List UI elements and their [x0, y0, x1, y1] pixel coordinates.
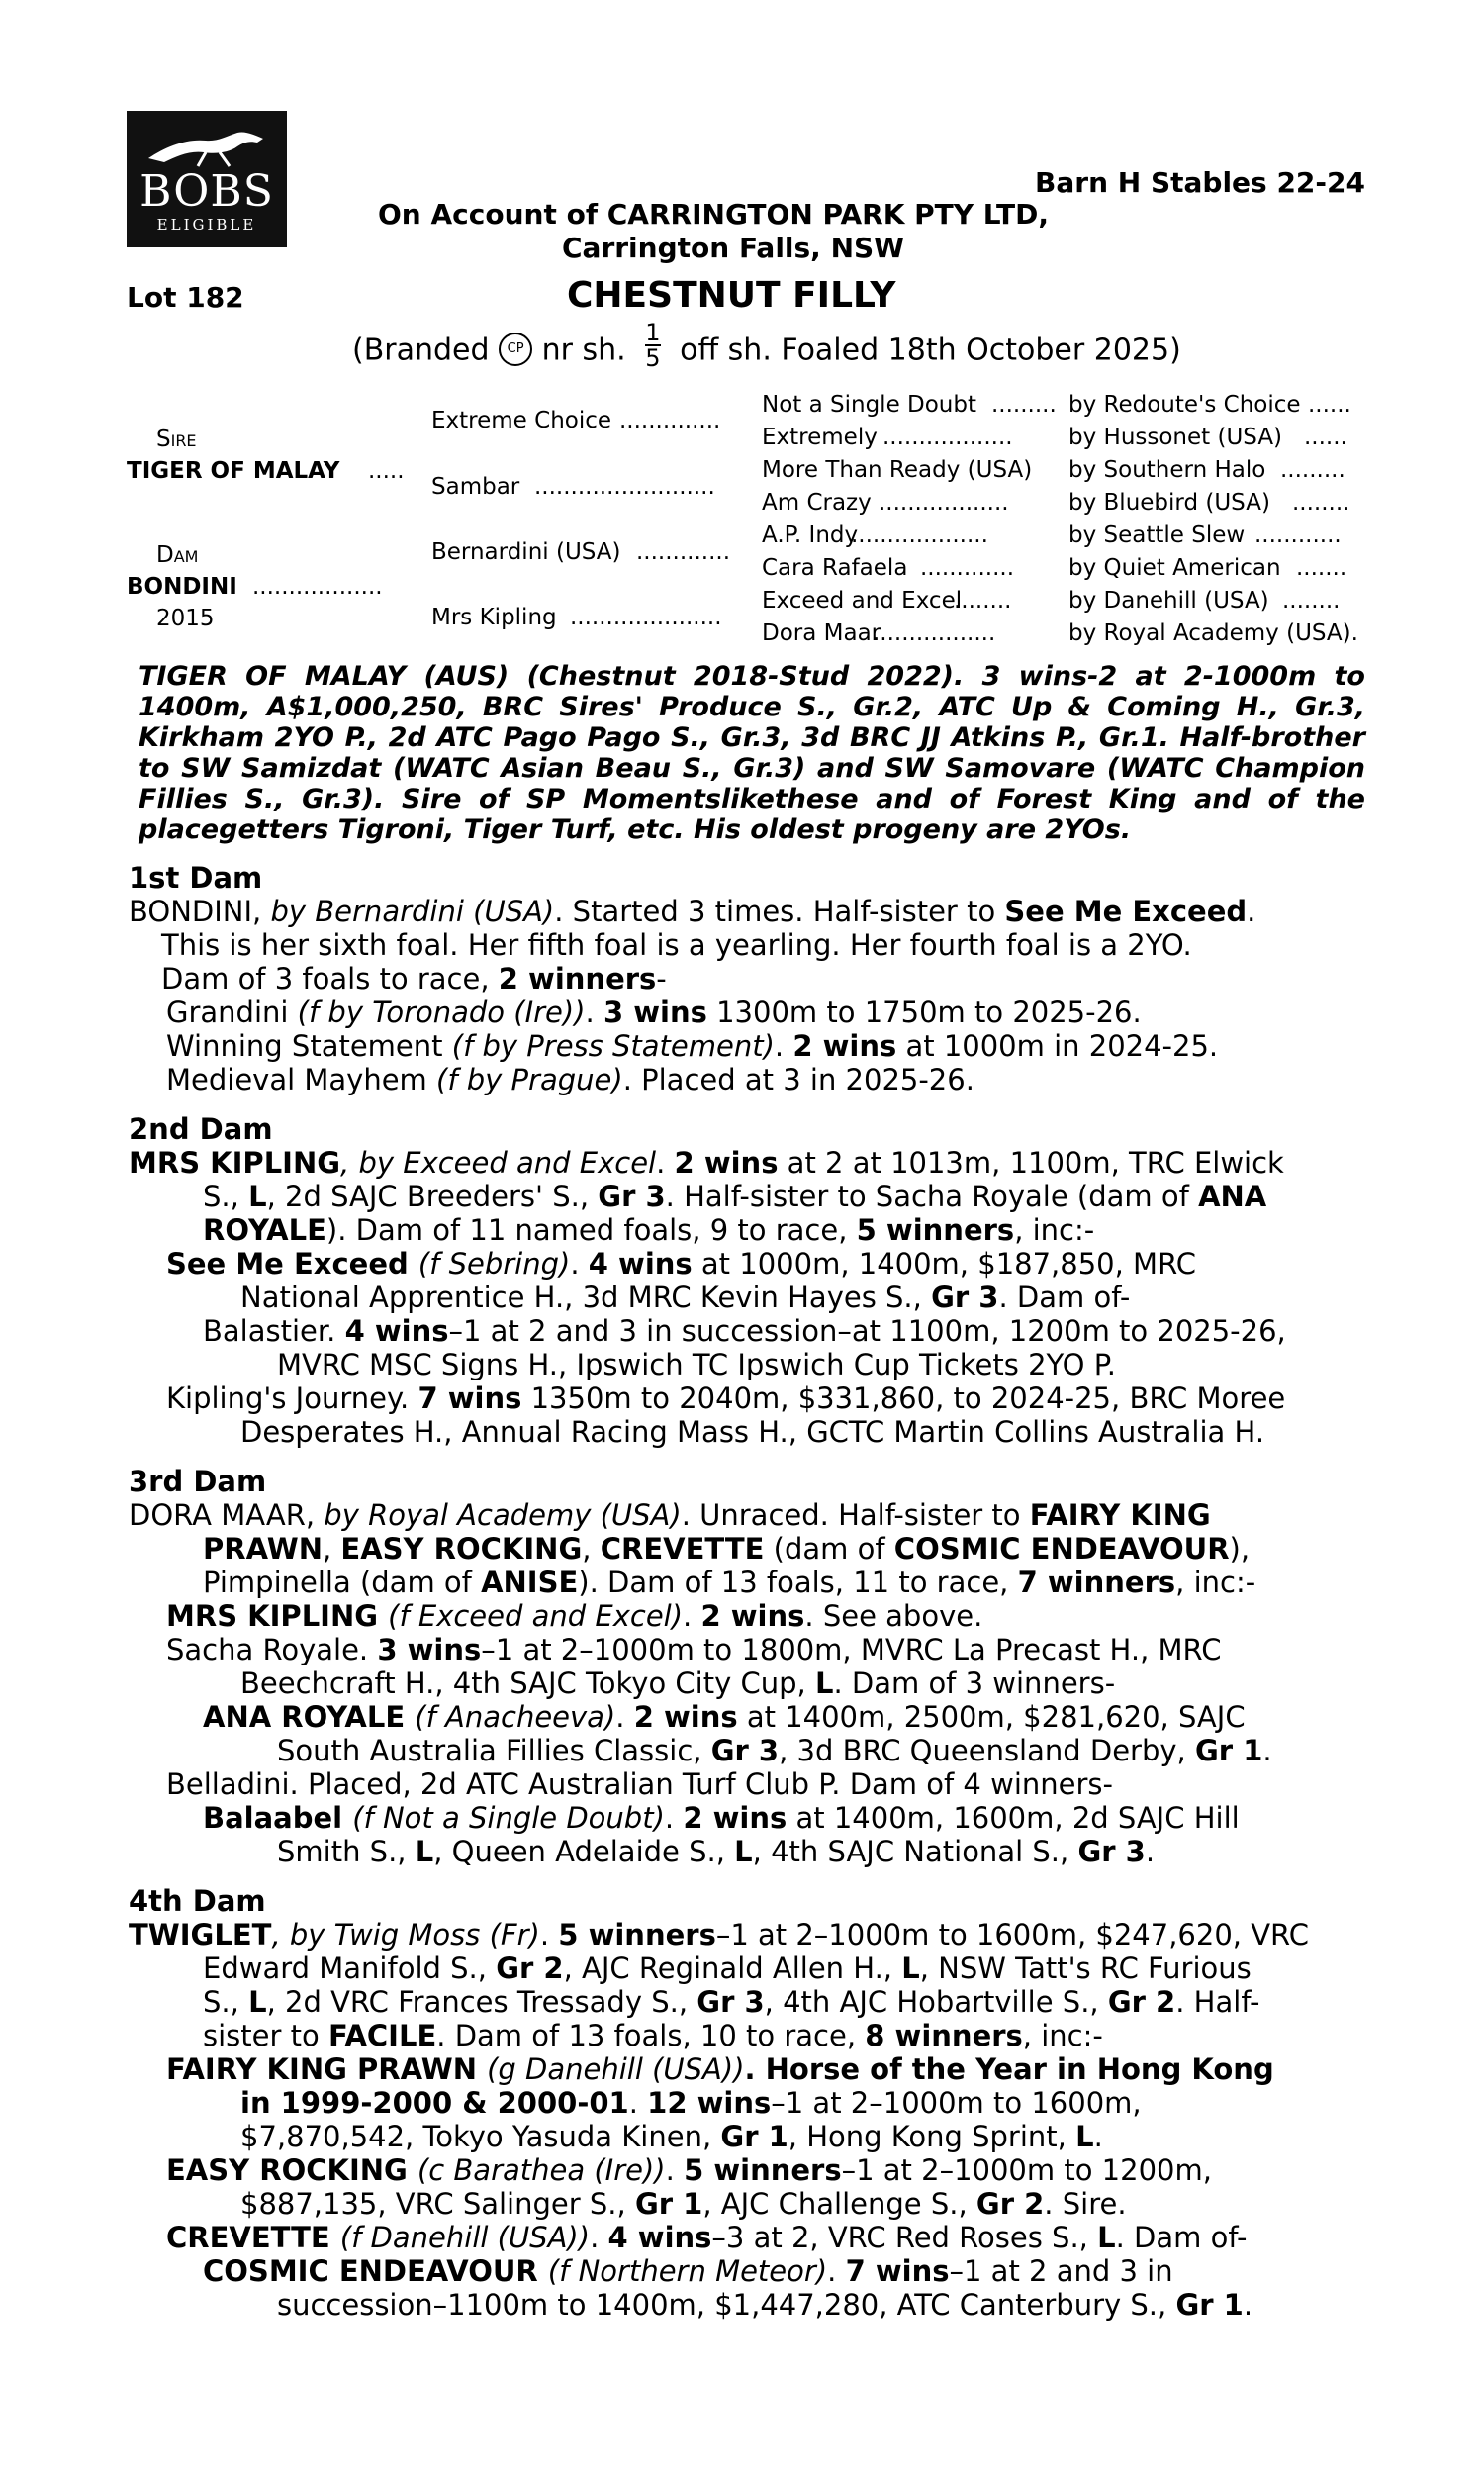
sire-description: TIGER OF MALAY (AUS) (Chestnut 2018-Stud 2022). 3 wins-2 at 2-1000m to 1400m, A$1,000,250, BRC Sires' Produce S., Gr.2, ATC Up & Coming H., Gr.3, Kirkham 2YO P., 2d ATC Pago Pago S., Gr.3, 3d BRC JJ Atkins P., Gr.1. Half-brother to SW Samizdat (WATC Asian Beau S., Gr.3) and SW Samovare (WATC Champion Fillies S., Gr.3). Sire of SP Momentslikethese and of Forest King and of the placegetters Tigroni, Tiger Turf, etc. His oldest progeny are 2YOs.: [139, 661, 1365, 845]
lot-title: CHESTNUT FILLY: [567, 275, 896, 316]
text: (dam of: [764, 1532, 894, 1566]
second-dam-heading: 2nd Dam: [129, 1112, 273, 1146]
text: Smith S.,: [277, 1835, 416, 1868]
text: , 2d VRC Frances Tressady S.,: [266, 1985, 697, 2019]
pedigree-gen2-3: Bernardini (USA): [431, 539, 621, 565]
dam-dots: ..................: [252, 574, 383, 600]
progeny-cosmic-endeavour: [203, 2254, 1173, 2288]
text: Gr 1: [1175, 2288, 1244, 2322]
third-dam-heading: 3rd Dam: [129, 1465, 267, 1498]
text: (f by Prague): [436, 1063, 623, 1096]
text: .: [570, 1247, 589, 1281]
text: 2 winners: [498, 962, 657, 996]
logo-subtext: ELIGIBLE: [156, 216, 257, 234]
text: –1 at 2–1000m to 1200m,: [841, 2153, 1212, 2187]
text: .: [665, 2153, 685, 2187]
branded-label: (Branded: [352, 333, 490, 368]
third-dam-line-2: [203, 1532, 1250, 1566]
second-dam-line-2: [203, 1180, 1266, 1213]
dam-name: BONDINI: [127, 574, 237, 600]
text: ROYALE: [203, 1213, 326, 1247]
text: FAIRY KING: [1029, 1498, 1211, 1532]
pedigree-gen3-7: Exceed and Excel: [762, 588, 963, 614]
text: –1 at 2 and 3 in succession–at 1100m, 1200m to 2025-26,: [448, 1314, 1286, 1348]
text: by Royal Academy (USA): [324, 1498, 682, 1532]
text: . Horse of the Year in Hong Kong: [744, 2052, 1274, 2086]
text: .: [1243, 2288, 1253, 2322]
pedigree-gen3-6: Cara Rafaela: [762, 555, 908, 581]
text: . Dam of-: [998, 1281, 1131, 1314]
dam-year: 2015: [156, 606, 215, 631]
text: Gr 2: [496, 1951, 564, 1985]
text: .: [1262, 1734, 1272, 1767]
see-me-exceed-line-2: [240, 1281, 1130, 1314]
text: L: [734, 1835, 753, 1868]
near-shoulder: nr sh.: [541, 333, 626, 368]
text: Gr 2: [975, 2187, 1045, 2221]
text: , 4th AJC Hobartville S.,: [764, 1985, 1108, 2019]
text: at 1000m, 1400m, $187,850, MRC: [692, 1247, 1197, 1281]
text: .: [1093, 2120, 1103, 2153]
text: Gr 3: [598, 1180, 666, 1213]
text: $887,135, VRC Salinger S.,: [240, 2187, 635, 2221]
fourth-dam-heading: 4th Dam: [129, 1884, 266, 1918]
third-dam-line-1: [129, 1498, 1211, 1532]
text: (f by Press Statement): [451, 1029, 775, 1063]
text: .: [656, 1146, 675, 1180]
dots: .........: [1280, 457, 1345, 483]
pedigree-gen4-5: by Seattle Slew: [1068, 523, 1246, 548]
progeny-easy-rocking: [166, 2153, 1212, 2187]
pedigree-gen4-4: by Bluebird (USA): [1068, 490, 1270, 516]
dots: ..................: [879, 490, 1009, 516]
dots: .............: [920, 555, 1015, 581]
dots: ..................: [882, 425, 1013, 450]
text: . Half-sister to Sacha Royale (dam of: [665, 1180, 1199, 1213]
text: Gr 2: [1107, 1985, 1176, 2019]
text: FACILE: [327, 2019, 437, 2052]
text: S.,: [203, 1985, 249, 2019]
text: National Apprentice H., 3d MRC Kevin Hayes S.,: [240, 1281, 932, 1314]
text: Gr 3: [931, 1281, 999, 1314]
text: See Me Exceed: [1004, 895, 1248, 928]
text: ANA: [1198, 1180, 1267, 1213]
text: (g Danehill (USA)): [487, 2052, 745, 2086]
text: South Australia Fillies Classic,: [277, 1734, 711, 1767]
text: . Half-: [1175, 1985, 1260, 2019]
text: (f Northern Meteor): [547, 2254, 828, 2288]
text: –1 at 2–1000m to 1800m, MVRC La Precast H., MRC: [481, 1633, 1222, 1666]
account-line: On Account of CARRINGTON PARK PTY LTD,: [378, 198, 1049, 231]
fraction-denominator: 5: [645, 344, 661, 372]
text: Gr 1: [634, 2187, 703, 2221]
text: FAIRY KING PRAWN: [166, 2052, 488, 2086]
text: 8 winners: [865, 2019, 1023, 2052]
dots: .........: [991, 392, 1057, 418]
text: at 2 at 1013m, 1100m, TRC Elwick: [778, 1146, 1284, 1180]
text: ). Dam of 13 foals, 11 to race,: [578, 1566, 1018, 1599]
pedigree-gen2-1: Extreme Choice: [431, 408, 612, 433]
pedigree-gen3-3: More Than Ready (USA): [762, 457, 1033, 483]
text: BONDINI,: [129, 895, 262, 928]
text: (f by Toronado (Ire)): [297, 996, 586, 1029]
text: (f Danehill (USA)): [339, 2221, 591, 2254]
text: .: [774, 1029, 793, 1063]
pedigree-gen3-2: Extremely: [762, 425, 878, 450]
text: L: [814, 1666, 834, 1700]
progeny-winning-statement: [166, 1029, 1218, 1063]
progeny-ana-royale: [203, 1700, 1246, 1734]
text: . Sire.: [1044, 2187, 1127, 2221]
text: at 1400m, 2500m, $281,620, SAJC: [737, 1700, 1246, 1734]
text: at 1000m in 2024-25.: [896, 1029, 1219, 1063]
progeny-medieval-mayhem: [166, 1063, 974, 1096]
text: Kipling's Journey.: [166, 1381, 418, 1415]
first-dam-heading: 1st Dam: [129, 861, 263, 895]
text: EASY ROCKING: [340, 1532, 583, 1566]
text: (c Barathea (Ire)): [417, 2153, 666, 2187]
dots: .............: [636, 539, 731, 565]
cosmic-endeavour-line-2: [277, 2288, 1252, 2322]
text: ,: [582, 1532, 601, 1566]
kiplings-journey-line-2: Desperates H., Annual Racing Mass H., GCTC Martin Collins Australia H.: [240, 1415, 1265, 1449]
text: TWIGLET: [129, 1918, 272, 1951]
text: 1350m to 2040m, $331,860, to 2024-25, BRC Moree: [521, 1381, 1286, 1415]
text: 2 wins: [674, 1146, 779, 1180]
progeny-balastier: [203, 1314, 1286, 1348]
logo-text: BOBS: [139, 166, 274, 217]
text: , by Exceed and Excel: [340, 1146, 657, 1180]
text: MRS KIPLING: [166, 1599, 389, 1633]
pedigree-gen4-8: by Royal Academy (USA).: [1068, 620, 1358, 646]
pedigree-gen3-1: Not a Single Doubt: [762, 392, 977, 418]
pedigree-gen4-6: by Quiet American: [1068, 555, 1281, 581]
pedigree-gen2-4: Mrs Kipling: [431, 605, 557, 630]
dots: ...................: [851, 523, 988, 548]
text: 7 wins: [417, 1381, 522, 1415]
text: (f Not a Single Doubt): [352, 1801, 665, 1835]
text: ). Dam of 11 named foals, 9 to race,: [325, 1213, 857, 1247]
dots: ........: [1282, 588, 1341, 614]
text: MRS KIPLING: [129, 1146, 341, 1180]
text: . Dam of 13 foals, 10 to race,: [436, 2019, 866, 2052]
text: -: [656, 962, 667, 996]
brand-mark-icon: CP: [499, 333, 532, 366]
pedigree-gen3-4: Am Crazy: [762, 490, 872, 516]
dots: .....................: [570, 605, 722, 630]
progeny-mrs-kipling: [166, 1599, 982, 1633]
text: Gr 3: [696, 1985, 765, 2019]
text: , 4th SAJC National S.,: [752, 1835, 1078, 1868]
text: Gr 3: [1077, 1835, 1146, 1868]
progeny-crevette: [166, 2221, 1247, 2254]
text: CREVETTE: [166, 2221, 340, 2254]
progeny-grandini: [166, 996, 1142, 1029]
text: , inc:-: [1014, 1213, 1095, 1247]
text: Dam of 3 foals to race,: [161, 962, 499, 996]
text: L: [1097, 2221, 1116, 2254]
text: , Hong Kong Sprint,: [788, 2120, 1076, 2153]
text: . Dam of-: [1115, 2221, 1248, 2254]
text: .: [683, 1599, 701, 1633]
text: sister to: [203, 2019, 328, 2052]
text: PRAWN: [203, 1532, 323, 1566]
brand-fraction: [645, 321, 660, 370]
dots: ..............: [619, 408, 721, 433]
text: . See above.: [804, 1599, 983, 1633]
text: ANISE: [481, 1566, 579, 1599]
fourth-dam-line-2: [203, 1951, 1252, 1985]
sire-dots: .....: [368, 458, 405, 484]
bobs-eligible-logo: [127, 111, 287, 247]
dots: ......: [1308, 392, 1351, 418]
pedigree-gen4-3: by Southern Halo: [1068, 457, 1266, 483]
text: , AJC Reginald Allen H.,: [563, 1951, 902, 1985]
text: . Dam of 3 winners-: [833, 1666, 1116, 1700]
location-line: Carrington Falls, NSW: [562, 232, 905, 264]
balaabel-line-2: [277, 1835, 1155, 1868]
text: .: [1145, 1835, 1156, 1868]
text: 5 winners: [558, 1918, 716, 1951]
progeny-see-me-exceed: [166, 1247, 1196, 1281]
text: .: [585, 996, 603, 1029]
progeny-fairy-king-prawn: [166, 2052, 1274, 2086]
text: ),: [1229, 1532, 1251, 1566]
text: 4 wins: [344, 1314, 449, 1348]
lot-number: Lot 182: [127, 281, 244, 314]
text: Pimpinella (dam of: [203, 1566, 482, 1599]
text: Balastier.: [203, 1314, 345, 1348]
foaled-date: off sh. Foaled 18th October 2025): [680, 333, 1181, 368]
text: 2 wins: [633, 1700, 738, 1734]
second-dam-line-1: [129, 1146, 1284, 1180]
text: 2 wins: [700, 1599, 805, 1633]
text: Gr 1: [1195, 1734, 1263, 1767]
fourth-dam-line-1: [129, 1918, 1309, 1951]
barn-info: Barn H Stables 22-24: [1035, 166, 1365, 199]
easy-rocking-line-2: [240, 2187, 1127, 2221]
text: 2 wins: [683, 1801, 788, 1835]
text: , 2d SAJC Breeders' S.,: [266, 1180, 599, 1213]
text: .: [827, 2254, 846, 2288]
progeny-kiplings-journey: [166, 1381, 1285, 1415]
progeny-belladini: Belladini. Placed, 2d ATC Australian Turf Club P. Dam of 4 winners-: [166, 1767, 1113, 1801]
text: in 1999-2000 & 2000-01: [240, 2086, 629, 2120]
sire-name: TIGER OF MALAY: [127, 458, 340, 484]
dots: .......: [1296, 555, 1347, 581]
text: Edward Manifold S.,: [203, 1951, 497, 1985]
text: .: [1247, 895, 1256, 928]
text: $7,870,542, Tokyo Yasuda Kinen,: [240, 2120, 721, 2153]
dots: ............: [1254, 523, 1342, 548]
progeny-sacha-royale: [166, 1633, 1221, 1666]
pedigree-gen4-2: by Hussonet (USA): [1068, 425, 1283, 450]
text: Winning Statement: [166, 1029, 452, 1063]
text: Balaabel: [203, 1801, 353, 1835]
text: L: [1075, 2120, 1094, 2153]
text: 12 wins: [647, 2086, 772, 2120]
progeny-balaabel: [203, 1801, 1240, 1835]
text: succession–1100m to 1400m, $1,447,280, ATC Canterbury S.,: [277, 2288, 1176, 2322]
dots: .........................: [534, 474, 715, 500]
text: See Me Exceed: [166, 1247, 418, 1281]
pedigree-gen2-2: Sambar: [431, 474, 520, 500]
fraction-numerator: 1: [645, 319, 661, 346]
balastier-line-2: MVRC MSC Signs H., Ipswich TC Ipswich Cup Tickets 2YO P.: [277, 1348, 1116, 1381]
first-dam-line-1: [129, 895, 1255, 928]
dam-label: Dam: [156, 542, 199, 568]
fairy-king-prawn-line-3: [240, 2120, 1103, 2153]
text: L: [248, 1985, 267, 2019]
sire-label: Sire: [156, 427, 197, 452]
text: . Placed at 3 in 2025-26.: [622, 1063, 974, 1096]
third-dam-line-3: [203, 1566, 1255, 1599]
text: 3 wins: [603, 996, 707, 1029]
text: ANA ROYALE: [203, 1700, 416, 1734]
text: Gr 3: [710, 1734, 780, 1767]
text: . Started 3 times. Half-sister to: [554, 895, 1005, 928]
text: .: [590, 2221, 608, 2254]
fourth-dam-line-3: [203, 1985, 1259, 2019]
text: 3 wins: [377, 1633, 482, 1666]
text: L: [901, 1951, 920, 1985]
text: Grandini: [166, 996, 298, 1029]
text: –1 at 2–1000m to 1600m,: [771, 2086, 1142, 2120]
text: .: [615, 1700, 634, 1734]
text: , inc:-: [1175, 1566, 1256, 1599]
first-dam-line-3: [161, 962, 667, 996]
text: 1300m to 1750m to 2025-26.: [706, 996, 1142, 1029]
text: S.,: [203, 1180, 249, 1213]
text: 2 wins: [792, 1029, 897, 1063]
text: , inc:-: [1022, 2019, 1103, 2052]
dots: .................: [873, 620, 996, 646]
fourth-dam-line-4: [203, 2019, 1103, 2052]
text: –1 at 2 and 3 in: [949, 2254, 1173, 2288]
text: –1 at 2–1000m to 1600m, $247,620, VRC: [715, 1918, 1310, 1951]
text: CREVETTE: [600, 1532, 765, 1566]
text: (f Anacheeva): [415, 1700, 616, 1734]
text: –3 at 2, VRC Red Roses S.,: [711, 2221, 1098, 2254]
text: at 1400m, 1600m, 2d SAJC Hill: [787, 1801, 1240, 1835]
text: COSMIC ENDEAVOUR: [893, 1532, 1230, 1566]
text: COSMIC ENDEAVOUR: [203, 2254, 548, 2288]
text: 5 winners: [856, 1213, 1015, 1247]
second-dam-line-3: [203, 1213, 1094, 1247]
text: . Unraced. Half-sister to: [681, 1498, 1030, 1532]
dots: ........: [954, 588, 1012, 614]
text: , Queen Adelaide S.,: [433, 1835, 735, 1868]
fairy-king-prawn-line-2: [240, 2086, 1142, 2120]
text: 5 winners: [684, 2153, 842, 2187]
text: Beechcraft H., 4th SAJC Tokyo City Cup,: [240, 1666, 815, 1700]
text: 4 wins: [588, 1247, 693, 1281]
text: (f Exceed and Excel): [388, 1599, 684, 1633]
text: EASY ROCKING: [166, 2153, 417, 2187]
first-dam-line-2: This is her sixth foal. Her fifth foal is a yearling. Her fourth foal is a 2YO.: [161, 928, 1192, 962]
dots: ........: [1292, 490, 1350, 516]
text: .: [628, 2086, 648, 2120]
text: L: [248, 1180, 267, 1213]
text: 7 wins: [845, 2254, 950, 2288]
sacha-royale-line-2: [240, 1666, 1115, 1700]
branding-line: [352, 319, 1181, 376]
pedigree-gen3-8: Dora Maar: [762, 620, 881, 646]
text: by Bernardini (USA): [270, 895, 555, 928]
text: 4 wins: [607, 2221, 712, 2254]
text: , AJC Challenge S.,: [702, 2187, 976, 2221]
text: Medieval Mayhem: [166, 1063, 437, 1096]
text: 7 winners: [1017, 1566, 1176, 1599]
text: .: [539, 1918, 559, 1951]
text: , 3d BRC Queensland Derby,: [779, 1734, 1195, 1767]
pedigree-gen4-7: by Danehill (USA): [1068, 588, 1269, 614]
text: Sacha Royale.: [166, 1633, 378, 1666]
text: .: [664, 1801, 684, 1835]
text: (f Sebring): [417, 1247, 571, 1281]
horse-icon: [146, 129, 267, 168]
pedigree-gen4-1: by Redoute's Choice: [1068, 392, 1301, 418]
pedigree-gen3-5: A.P. Indy: [762, 523, 859, 548]
text: L: [415, 1835, 434, 1868]
text: ,: [322, 1532, 341, 1566]
text: , by Twig Moss (Fr): [271, 1918, 540, 1951]
text: , NSW Tatt's RC Furious: [919, 1951, 1252, 1985]
text: Gr 1: [720, 2120, 788, 2153]
ana-royale-line-2: [277, 1734, 1272, 1767]
dots: ......: [1304, 425, 1347, 450]
text: DORA MAAR,: [129, 1498, 325, 1532]
